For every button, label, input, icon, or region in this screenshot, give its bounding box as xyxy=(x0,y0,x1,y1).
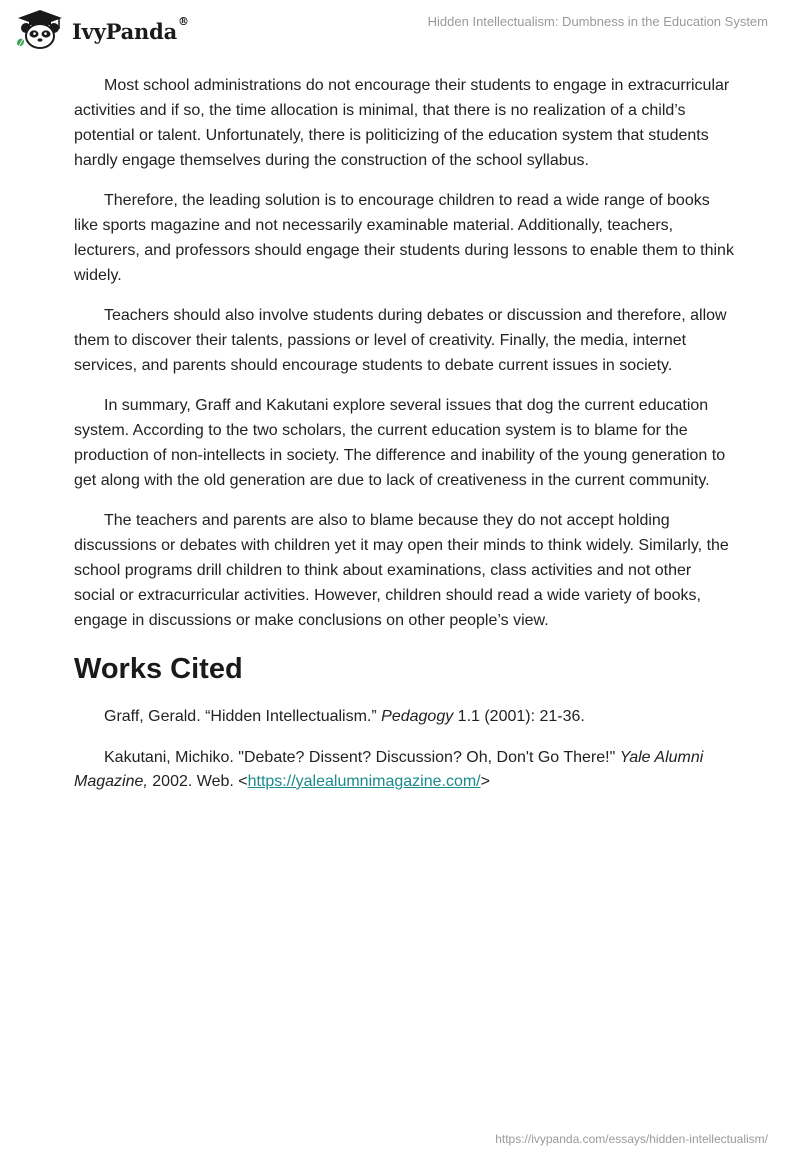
citation-journal: Pedagogy xyxy=(381,708,454,725)
body-paragraph: Teachers should also involve students during debates or discussion and therefore, allow them to discover their talents, passions or level of creativity. Finally, the media, internet services, and parents should encourage students to debate current issues in society. xyxy=(74,307,727,374)
citation-journal: Yale Alumni Magazine, xyxy=(74,749,704,790)
citation-text: Kakutani, Michiko. "Debate? Dissent? Discussion? Oh, Don't Go There!" xyxy=(104,749,620,766)
citation-text: 1.1 (2001): 21-36. xyxy=(453,708,585,725)
essay-content xyxy=(74,73,734,811)
body-paragraph: The teachers and parents are also to blame because they do not accept holding discussions or debates with children yet it may open their minds to think widely. Similarly, the school programs drill children to think about examinations, class activities and not other social or extracurricular activities. However, children should read a wide variety of books, engage in discussions or make conclusions on other people’s view. xyxy=(74,512,729,629)
page-header xyxy=(0,0,800,60)
works-cited-heading: Works Cited xyxy=(74,653,243,685)
citation-entry xyxy=(74,705,734,729)
registered-mark: ® xyxy=(178,14,190,28)
body-paragraph: Most school administrations do not encourage their students to engage in extracurricular activities and if so, the time allocation is minimal, that there is no realization of a child’s potential or talent. Unfortunately, there is politicizing of the education system that students hardly engage themselves during the construction of the school syllabus. xyxy=(74,77,730,169)
citation-text: Graff, Gerald. “Hidden Intellectualism.” xyxy=(104,708,382,725)
body-paragraph: In summary, Graff and Kakutani explore several issues that dog the current education system. According to the two scholars, the current education system is to blame for the production of non-intellects in society. The difference and inability of the young generation to get along with the old generation are due to lack of creativeness in the current community. xyxy=(74,397,726,489)
document-title: Hidden Intellectualism: Dumbness in the Education System xyxy=(427,14,768,29)
footer-source-url: https://ivypanda.com/essays/hidden-intellectualism/ xyxy=(495,1132,768,1146)
citation-text: 2002. Web. < xyxy=(147,773,248,790)
panda-graduate-icon xyxy=(14,8,66,52)
citation-entry xyxy=(74,746,734,794)
citation-text: > xyxy=(480,773,490,790)
citation-link[interactable]: https://yalealumnimagazine.com/ xyxy=(247,773,481,790)
brand-name: IvyPanda xyxy=(72,18,178,44)
ivypanda-logo[interactable] xyxy=(14,8,189,52)
body-paragraph: Therefore, the leading solution is to encourage children to read a wide range of books like sports magazine and not necessarily examinable material. Additionally, teachers, lecturers, and professors should engage their students during lessons to enable them to think widely. xyxy=(74,192,734,284)
